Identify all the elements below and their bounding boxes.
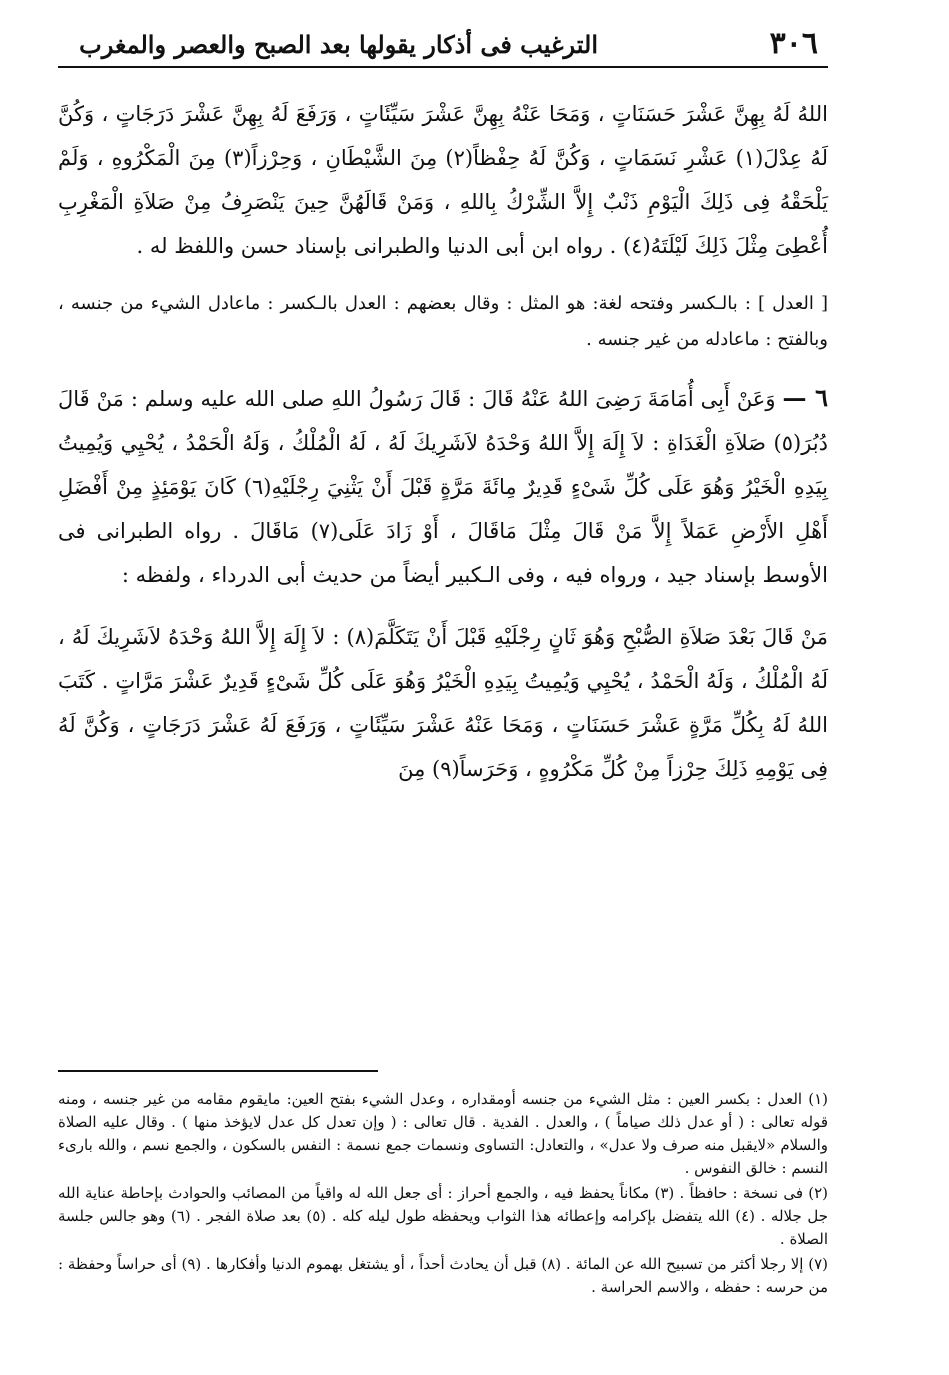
main-text	[58, 92, 828, 809]
running-title: الترغيب فى أذكار يقولها بعد الصبح والعصر والمغرب	[79, 30, 598, 59]
hadith-6-text: وَعَنْ أَبِى أُمَامَةَ رَضِىَ اللهُ عَنْهُ قَالَ : قَالَ رَسُولُ اللهِ صلى الله عليه وسلم : مَنْ قَالَ دُبُرَ(٥) صَلاَةِ الْغَدَاةِ : لاَ إِلَهَ إِلاَّ اللهُ وَحْدَهُ لاَشَرِيكَ لَهُ ، لَهُ الْمُلْكُ ، وَلَهُ الْحَمْدُ ، يُحْيِي وَيُمِيتُ بِيَدِهِ الْخَيْرُ وَهُوَ عَلَى كُلِّ شَىْءٍ قَدِيرٌ مِائَةَ مَرَّةٍ قَبْلَ أَنْ يَثْنِيَ رِجْلَيْهِ(٦) كَانَ يَوْمَئِذٍ مِنْ أَفْضَلِ أَهْلِ الأَرْضِ عَمَلاً إِلاَّ مَنْ قَالَ مِثْلَ مَاقَالَ ، أَوْ زَادَ عَلَى(٧) مَاقَالَ . رواه الطبرانى فى الأوسط بإسناد جيد ، ورواه فيه ، وفى الـكبير أيضاً من حديث أبى الدرداء ، ولفظه :	[58, 387, 828, 587]
book-page	[58, 22, 828, 1362]
footnotes	[58, 1088, 828, 1301]
page-number: ٣٠٦	[769, 26, 818, 61]
page-header	[58, 22, 828, 68]
lexical-note: [ العدل ] : بالـكسر وفتحه لغة: هو المثل : وقال بعضهم : العدل بالـكسر : ماعادل الشيء من جنسه ، وبالفتح : ماعادله من غير جنسه .	[58, 293, 828, 350]
hadith-6	[58, 376, 828, 597]
paragraph-4: مَنْ قَالَ بَعْدَ صَلاَةِ الصُّبْحِ وَهُوَ ثَانٍ رِجْلَيْهِ قَبْلَ أَنْ يَتَكَلَّمَ(٨) : لاَ إِلَهَ إِلاَّ اللهُ وَحْدَهُ لاَشَرِيكَ لَهُ ، لَهُ الْمُلْكُ ، وَلَهُ الْحَمْدُ ، يُحْيِي وَيُمِيتُ بِيَدِهِ الْخَيْرُ وَهُوَ عَلَى كُلِّ شَىْءٍ قَدِيرٌ عَشْرَ مَرَّاتٍ . كَتَبَ اللهُ لَهُ بِكُلِّ مَرَّةٍ عَشْرَ حَسَنَاتٍ ، وَمَحَا عَنْهُ عَشْرَ سَيِّئَاتٍ ، وَرَفَعَ لَهُ عَشْرَ دَرَجَاتٍ ، وَكُنَّ لَهُ فِى يَوْمِهِ ذَلِكَ حِرْزاً مِنْ كُلِّ مَكْرُوهٍ ، وَحَرَساً(٩) مِنَ	[58, 625, 829, 781]
paragraph-1: اللهُ لَهُ بِهِنَّ عَشْرَ حَسَنَاتٍ ، وَمَحَا عَنْهُ بِهِنَّ عَشْرَ سَيِّئَاتٍ ، وَرَفَعَ لَهُ بِهِنَّ عَشْرَ دَرَجَاتٍ ، وَكُنَّ لَهُ عِدْلَ(١) عَشْرِ نَسَمَاتٍ ، وَكُنَّ لَهُ حِفْظاً(٢) مِنَ الشَّيْطَانِ ، وَحِرْزاً(٣) مِنَ الْمَكْرُوهِ ، وَلَمْ يَلْحَقْهُ فِى ذَلِكَ الْيَوْمِ ذَنْبٌ إِلاَّ الشِّرْكُ بِاللهِ ، وَمَنْ قَالَهُنَّ حِينَ يَنْصَرِفُ مِنْ صَلاَةِ الْمَغْرِبِ أُعْطِىَ مِثْلَ ذَلِكَ لَيْلَتَهُ(٤) . رواه ابن أبى الدنيا والطبرانى بإسناد حسن واللفظ له .	[58, 102, 828, 258]
footnote-1: (١) العدل : بكسر العين : مثل الشيء من جنسه أومقداره ، وعدل الشيء بفتح العين: مايقوم مقامه من غير جنسه ، ومنه قوله تعالى : ( أو عدل ذلك صياماً ) ، والعدل . الفدية . قال تعالى : ( وإن تعدل كل عدل لايؤخذ منها ) . وقال عليه الصلاة والسلام «لايقبل منه صرف ولا عدل» ، والتعادل: التساوى ونسمات جمع نسمة : النفس بالسكون ، والجمع نسم ، والله بارىء النسم : خالق النفوس .	[58, 1090, 828, 1177]
footnote-divider	[58, 1070, 378, 1072]
footnote-7-9: (٧) إلا رجلا أكثر من تسبيح الله عن المائة . (٨) قبل أن يحادث أحداً ، أو يشتغل بهموم الدنيا وأفكارها . (٩) أى حراساً وحفظة : من حرسه : حفظه ، والاسم الحراسة .	[58, 1255, 828, 1296]
footnote-2-6: (٢) فى نسخة : حافظاً . (٣) مكاناً يحفظ فيه ، والجمع أحراز : أى جعل الله له واقياً من المصائب والحوادث بإحاطة عناية الله جل جلاله . (٤) الله يتفضل بإكرامه وإعطائه هذا الثواب ويحفظه طول ليله كله . (٥) بعد صلاة الفجر . (٦) وهو جالس جلسة الصلاة .	[58, 1184, 828, 1248]
hadith-number: ٦ —	[782, 383, 828, 412]
